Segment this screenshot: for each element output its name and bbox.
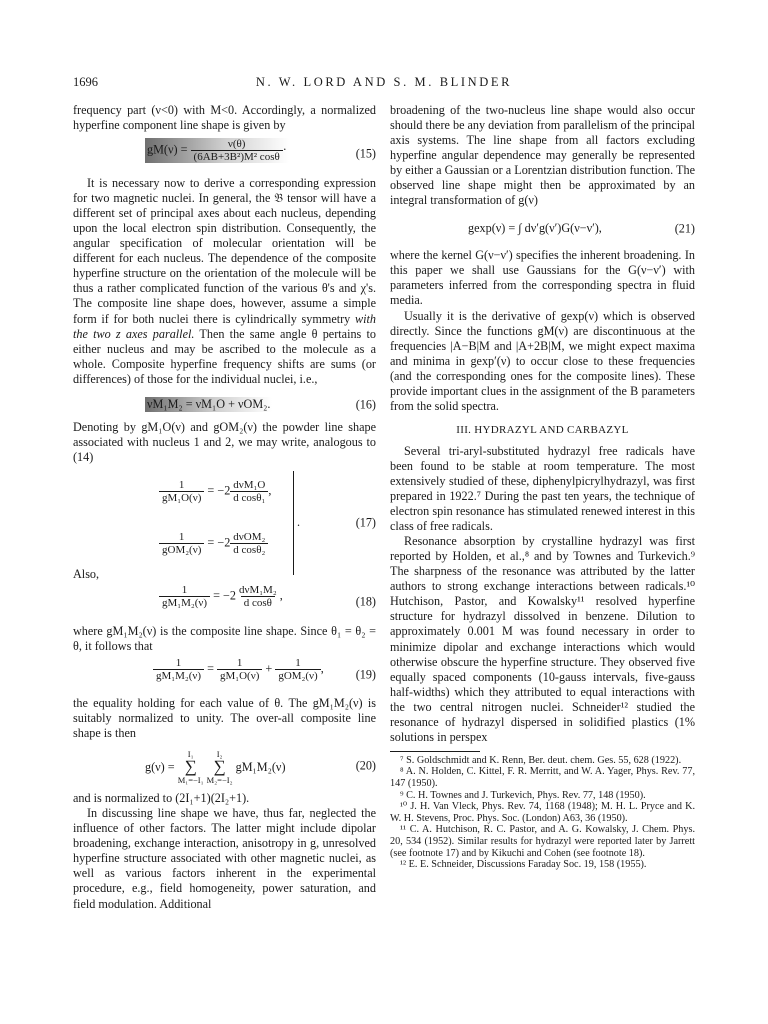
left-p2-italic: with the two z axes parallel. [73,311,376,341]
eq15-denominator: (6AB+3B²)M² cosθ [191,150,283,163]
eq15-fraction [191,138,283,163]
eq17-r1-deriv [230,479,268,504]
equation-18 [73,584,376,620]
right-paragraph-5: Resonance absorption by crystalline hydrazyl was first reported by Holden, et al.,⁸ and by Townes and Turkevich.⁹ The sharpness of the resonance was attributed by the latter authors to strong exchange interactions between radicals.¹⁰ Hutchison, Pastor, and Kowalsky¹¹ resolved hyperfine structure for hydrazyl dissolved in benzene. Dilution to approximately 0.001 M was found necessary in order to minimize dipolar and exchange interactions which would otherwise obscure the hyperfine structure. They observed five equally spaced components (10-gauss intervals, five-gauss half-widths) which they attributed to equal interactions with the two central nitrogen nuclei. Schneider¹² studied the resonance of hydrazyl dispersed in solidified plastics (1% solutions in perspex [390,534,695,744]
left-paragraph-6: and is normalized to (2I₁+1)(2I₂+1). [73,791,250,806]
eq19-a-num: 1 [175,657,182,670]
equation-20 [73,745,376,787]
eq15-tail: · [282,142,287,157]
eq19-c-den: gOM₂(ν) [275,669,320,682]
eq17-r1-mid: = −2 [207,483,231,498]
eq17-bracket [159,471,294,575]
eq19-a [153,657,204,682]
page-number: 1696 [73,75,98,89]
eq19-plus: + [265,661,273,676]
left-p2-text: It is necessary now to derive a corresponding expression for two magnetic nuclei. In general, the 𝔅 tensor will have a different set of principal axes about each nucleus, depending upon the local electron spin distribution. Consequently, the angular specification of molecular orientation will be different for each nucleus. The dependence of the composite hyperfine structure on the orientation of the molecule will be thus a rather complicated function of the various θ's and χ's. The composite line shape does, however, assume a simple form if for both nuclei there is cylindrically symmetry [73,176,376,326]
left-paragraph-2 [73,176,376,387]
equation-19 [73,657,376,693]
eq17-r2-den: gOM₂(ν) [159,543,204,556]
running-header [73,75,695,93]
eq19-c [275,657,320,682]
eq17-r1-num: 1 [178,478,185,491]
eq17-r1-dnum: dνM₁O [233,478,266,491]
eq17-r1-tail: , [268,483,272,498]
footnote-9: ⁹ C. H. Townes and J. Turkevich, Phys. Rev. 77, 148 (1950). [400,789,646,801]
eq19-c-num: 1 [295,657,301,670]
eq17-r2-dden: d cosθ₂ [230,543,268,556]
eq17-r1-dden: d cosθ₁ [230,491,268,504]
left-paragraph-4: where gM₁M₂(ν) is the composite line shape. Since θ₁ = θ₂ = θ, it follows that [73,623,376,653]
eq18-frac [159,584,210,609]
footnote-7: ⁷ S. Goldschmidt and K. Renn, Ber. deut. chem. Ges. 55, 628 (1922). [400,754,682,766]
eq20-sum-2 [207,749,233,785]
eq18-den: gM₁M₂(ν) [159,596,210,609]
section-title: III. HYDRAZYL AND CARBAZYL [456,423,629,436]
eq18-mid: = −2 [213,588,236,603]
eq20-sum-1 [178,749,204,785]
eq20-lhs: g(ν) = [145,759,175,774]
eq20-sum1-bottom: M₁=−I₁ [177,775,204,786]
equation-17 [73,471,376,575]
eq17-r2-mid: = −2 [207,535,231,550]
eq20-sum2-top: I₂ [216,749,223,760]
eq21-number: (21) [674,221,695,236]
eq15-lhs: gM(ν) = [147,142,188,157]
sigma-icon: ∑ [213,757,226,777]
eq20-number: (20) [355,758,376,773]
left-paragraph-1: frequency part (ν<0) with M<0. Accordingly, a normalized hyperfine component line shape is given by [73,103,376,133]
eq20-sum2-bottom: M₂=−I₂ [206,775,233,786]
right-paragraph-2: where the kernel G(ν−ν′) specifies the inherent broadening. In this paper we shall use Gaussians for the G(ν−ν′) with parameters inferred from the corresponding spectra in fluid media. [390,248,695,308]
eq18-deriv [236,584,280,609]
footnote-12: ¹² E. E. Schneider, Discussions Faraday Soc. 19, 158 (1955). [400,859,647,871]
left-paragraph-5: the equality holding for each value of θ. The gM₁M₂(ν) is suitably normalized to unity. The over-all composite line shape is then [73,696,376,741]
equation-21 [390,214,695,244]
eq18-number: (18) [355,594,376,609]
eq18-dden: d cosθ [241,596,275,609]
eq19-tail: , [320,661,324,676]
eq19-b-den: gM₁O(ν) [217,669,262,682]
eq19-b-num: 1 [236,657,243,670]
right-paragraph-1: broadening of the two-nucleus line shape would also occur should there be any deviation from parallelism of the principal axis systems. The line shape from all factors excluding hyperfine angular dependence may generally be represented by either a Gaussian or a Lorentzian distribution function. The observed line shape might then be approximated by an integral transformation of g(ν) [390,103,695,208]
eq18-tail: , [279,588,283,603]
eq18-dnum: dνM₁M₂ [238,583,277,596]
eq21-body: gexp(ν) = ∫ dν′g(ν′)G(ν−ν′), [468,221,602,236]
eq19-equals: = [207,661,214,676]
eq17-tail: . [297,514,301,529]
equation-16 [73,393,376,417]
eq18-num: 1 [181,583,188,596]
eq17-r2-frac [159,531,204,556]
running-title: N. W. LORD AND S. M. BLINDER [255,75,513,89]
eq16-number: (16) [355,397,376,412]
left-column [73,103,376,912]
eq17-r1-den: gM₁O(ν) [159,491,204,504]
eq17-r2-deriv [230,531,268,556]
footnote-rule [390,751,480,752]
eq17-r1-frac [159,479,204,504]
eq20-term: gM₁M₂(ν) [235,759,286,774]
eq15-numerator: ν(θ) [227,138,246,151]
sigma-icon: ∑ [184,757,197,777]
eq19-number: (19) [355,667,376,682]
eq15-number: (15) [355,146,376,161]
eq17-r2-num: 1 [178,530,185,543]
footnote-11: ¹¹ C. A. Hutchison, R. C. Pastor, and A. G. Kowalsky, J. Chem. Phys. 20, 534 (1952). Similar results for hydrazyl were reported later by Jarrett (see footnote 17) and by Kikuchi and Cohen (see footnote 18). [390,824,695,859]
left-paragraph-3: Denoting by gM₁O(ν) and gOM₂(ν) the powder line shape associated with nucleus 1 and 2, we may write, analogous to (14) [73,419,376,464]
right-paragraph-3: Usually it is the derivative of gexp(ν) which is observed directly. Since the functions gM(ν) are discontinuous at the frequencies |A−B|M and |A+2B|M, we might expect maxima and minima in gexp′(ν) to occur close to these frequencies (and the corresponding ones for the composite lines). These provide important clues in the assignment of the B parameters from the solid spectra. [390,308,695,413]
footnote-8: ⁸ A. N. Holden, C. Kittel, F. R. Merritt, and W. A. Yager, Phys. Rev. 77, 147 (1950). [390,766,695,790]
also-label: Also, [73,566,100,581]
left-p2-rest: Then the same angle θ pertains to either nucleus and may be ascribed to the molecule as a whole. Composite hyperfine frequency shifts are sums (or differences) of those for the individual nuclei, i.e., [73,326,376,386]
eq17-r2-dnum: dνOM₂ [233,530,266,543]
right-paragraph-4: Several tri-aryl-substituted hydrazyl free radicals have been found to be stable at room temperature. The most extensively studied of these, diphenylpicrylhydrazyl, was first prepared in 1922.⁷ During the past ten years, the technique of electron spin resonance has stimulated renewed interest in this class of free radicals. [390,443,695,534]
eq20-sum1-top: I₁ [187,749,194,760]
left-paragraph-7: In discussing line shape we have, thus far, neglected the influence of other factors. The latter might include dipolar broadening, exchange interaction, anisotropy in g, unresolved hyperfine structure associated with other magnetic nuclei, as well as various factors inherent in the experimental procedure, e.g., field homogeneity, power saturation, and field modulation. Additional [73,806,376,911]
eq19-a-den: gM₁M₂(ν) [153,669,204,682]
right-column [390,103,695,871]
footnote-10: ¹⁰ J. H. Van Vleck, Phys. Rev. 74, 1168 (1948); M. H. L. Pryce and K. W. H. Stevens, Proc. Phys. Soc. (London) A63, 36 (1950). [390,801,695,824]
eq19-b [217,657,262,682]
eq17-number: (17) [355,515,376,530]
equation-15 [73,136,376,172]
eq16-body: νM₁M₂ = νM₁O + νOM₂. [147,396,271,411]
